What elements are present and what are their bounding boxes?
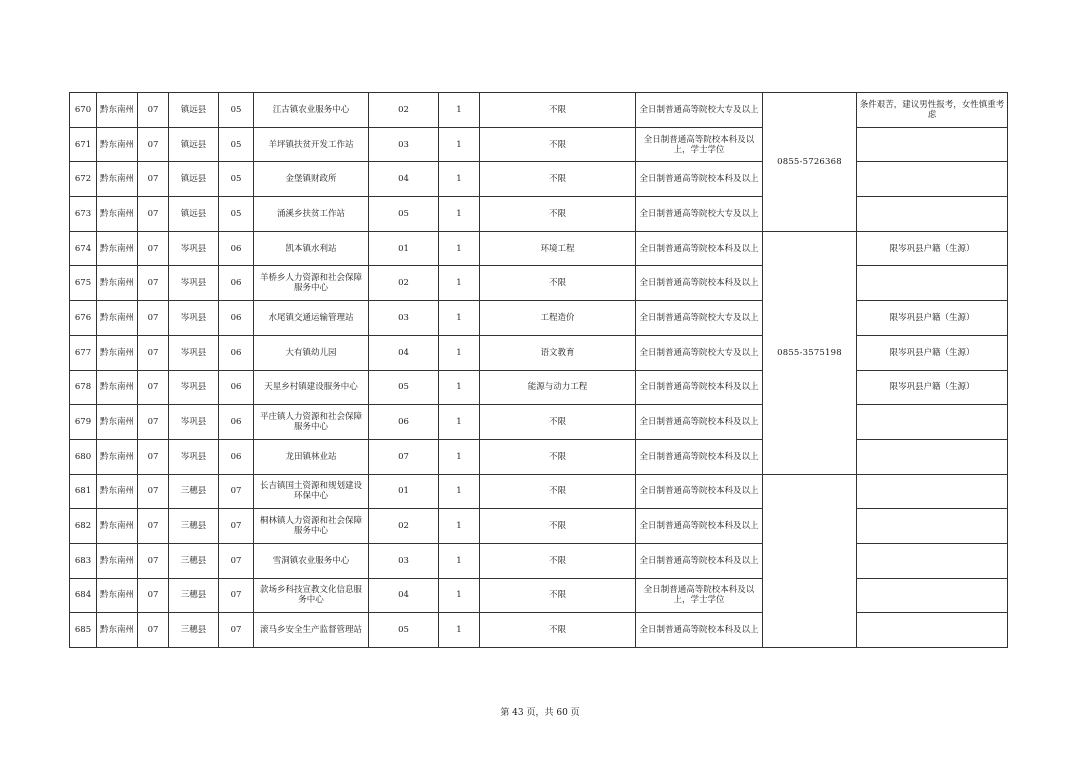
row-number: 670 — [70, 93, 97, 128]
county-cell: 镇远县 — [169, 127, 219, 162]
row-number: 679 — [70, 405, 97, 440]
post-code-cell: 04 — [369, 162, 439, 197]
row-number: 671 — [70, 127, 97, 162]
count-cell: 1 — [439, 127, 480, 162]
remark-row — [857, 335, 1008, 370]
count-cell: 1 — [439, 405, 480, 440]
remark-row — [857, 301, 1008, 336]
row-number: 677 — [70, 335, 97, 370]
major-cell: 不限 — [480, 127, 636, 162]
county-code-cell: 06 — [219, 231, 254, 266]
table-row — [70, 93, 857, 128]
education-cell: 全日制普通高等院校本科及以上 — [636, 162, 763, 197]
unit-cell: 江古镇农业服务中心 — [254, 93, 369, 128]
county-cell: 岑巩县 — [169, 439, 219, 474]
county-code-cell: 06 — [219, 405, 254, 440]
count-cell: 1 — [439, 231, 480, 266]
unit-cell: 平庄镇人力资源和社会保障服务中心 — [254, 405, 369, 440]
page-footer: 第 43 页，共 60 页 — [500, 708, 580, 718]
region-code-cell: 07 — [138, 405, 169, 440]
education-cell: 全日制普通高等院校本科及以上 — [636, 266, 763, 301]
remark-cell: 限岑巩县户籍（生源） — [857, 231, 1008, 266]
post-code-cell: 02 — [369, 266, 439, 301]
major-cell: 不限 — [480, 162, 636, 197]
count-cell: 1 — [439, 613, 480, 648]
county-cell: 镇远县 — [169, 162, 219, 197]
county-cell: 岑巩县 — [169, 405, 219, 440]
region-code-cell: 07 — [138, 370, 169, 405]
unit-cell: 滚马乡安全生产监督管理站 — [254, 613, 369, 648]
remark-row — [857, 93, 1008, 128]
unit-cell: 桐林镇人力资源和社会保障服务中心 — [254, 509, 369, 544]
remark-cell: 条件艰苦，建议男性报考，女性慎重考虑 — [857, 93, 1008, 128]
table-row — [70, 509, 857, 544]
post-code-cell: 03 — [369, 301, 439, 336]
post-code-cell: 02 — [369, 509, 439, 544]
table-row — [70, 613, 857, 648]
region-code-cell: 07 — [138, 335, 169, 370]
county-cell: 岑巩县 — [169, 335, 219, 370]
county-code-cell: 07 — [219, 509, 254, 544]
region-cell: 黔东南州 — [97, 613, 138, 648]
education-cell: 全日制普通高等院校大专及以上 — [636, 335, 763, 370]
remark-cell — [857, 509, 1008, 544]
unit-cell: 涌溪乡扶贫工作站 — [254, 197, 369, 232]
unit-cell: 金堡镇财政所 — [254, 162, 369, 197]
count-cell: 1 — [439, 335, 480, 370]
major-cell: 不限 — [480, 474, 636, 509]
post-code-cell: 02 — [369, 93, 439, 128]
table-row — [70, 543, 857, 578]
county-code-cell: 06 — [219, 301, 254, 336]
table-row — [70, 370, 857, 405]
row-number: 683 — [70, 543, 97, 578]
row-number: 675 — [70, 266, 97, 301]
table-row — [70, 439, 857, 474]
region-cell: 黔东南州 — [97, 231, 138, 266]
county-cell: 镇远县 — [169, 93, 219, 128]
region-code-cell: 07 — [138, 231, 169, 266]
row-number: 672 — [70, 162, 97, 197]
education-cell: 全日制普通高等院校大专及以上 — [636, 197, 763, 232]
region-cell: 黔东南州 — [97, 370, 138, 405]
post-code-cell: 07 — [369, 439, 439, 474]
education-cell: 全日制普通高等院校本科及以上 — [636, 474, 763, 509]
table-row — [70, 266, 857, 301]
county-cell: 镇远县 — [169, 197, 219, 232]
row-number: 673 — [70, 197, 97, 232]
remark-row — [857, 543, 1008, 578]
table-row — [70, 127, 857, 162]
county-code-cell: 06 — [219, 370, 254, 405]
county-code-cell: 05 — [219, 127, 254, 162]
unit-cell: 龙田镇林业站 — [254, 439, 369, 474]
remark-cell — [857, 613, 1008, 648]
unit-cell: 款场乡科技宣教文化信息服务中心 — [254, 578, 369, 613]
count-cell: 1 — [439, 370, 480, 405]
count-cell: 1 — [439, 474, 480, 509]
education-cell: 全日制普通高等院校本科及以上 — [636, 439, 763, 474]
row-number: 680 — [70, 439, 97, 474]
region-code-cell: 07 — [138, 439, 169, 474]
region-code-cell: 07 — [138, 197, 169, 232]
table-row — [70, 578, 857, 613]
major-cell: 不限 — [480, 405, 636, 440]
major-cell: 不限 — [480, 613, 636, 648]
table-row — [70, 231, 857, 266]
county-code-cell: 07 — [219, 474, 254, 509]
count-cell: 1 — [439, 162, 480, 197]
row-number: 676 — [70, 301, 97, 336]
major-cell: 能源与动力工程 — [480, 370, 636, 405]
count-cell: 1 — [439, 197, 480, 232]
post-code-cell: 01 — [369, 474, 439, 509]
region-cell: 黔东南州 — [97, 578, 138, 613]
remark-row — [857, 509, 1008, 544]
education-cell: 全日制普通高等院校本科及以上 — [636, 370, 763, 405]
region-code-cell: 07 — [138, 93, 169, 128]
major-cell: 不限 — [480, 439, 636, 474]
remark-cell — [857, 474, 1008, 509]
region-cell: 黔东南州 — [97, 197, 138, 232]
remark-row — [857, 162, 1008, 197]
county-cell: 三穗县 — [169, 543, 219, 578]
county-cell: 岑巩县 — [169, 301, 219, 336]
unit-cell: 雪洞镇农业服务中心 — [254, 543, 369, 578]
county-cell: 岑巩县 — [169, 231, 219, 266]
region-cell: 黔东南州 — [97, 543, 138, 578]
major-cell: 不限 — [480, 509, 636, 544]
row-number: 681 — [70, 474, 97, 509]
table-row — [70, 405, 857, 440]
unit-cell: 水尾镇交通运输管理站 — [254, 301, 369, 336]
unit-cell: 长吉镇国土资源和规划建设环保中心 — [254, 474, 369, 509]
region-cell: 黔东南州 — [97, 439, 138, 474]
major-cell: 环境工程 — [480, 231, 636, 266]
row-number: 678 — [70, 370, 97, 405]
region-code-cell: 07 — [138, 578, 169, 613]
unit-cell: 大有镇幼儿园 — [254, 335, 369, 370]
remark-cell — [857, 162, 1008, 197]
region-cell: 黔东南州 — [97, 474, 138, 509]
major-cell: 不限 — [480, 543, 636, 578]
county-cell: 三穗县 — [169, 509, 219, 544]
table-row — [70, 335, 857, 370]
row-number: 684 — [70, 578, 97, 613]
remark-row — [857, 197, 1008, 232]
remark-cell: 限岑巩县户籍（生源） — [857, 301, 1008, 336]
region-code-cell: 07 — [138, 509, 169, 544]
education-cell: 全日制普通高等院校本科及以上 — [636, 231, 763, 266]
major-cell: 不限 — [480, 266, 636, 301]
region-cell: 黔东南州 — [97, 335, 138, 370]
county-code-cell: 05 — [219, 93, 254, 128]
education-cell: 全日制普通高等院校本科及以上 — [636, 613, 763, 648]
region-code-cell: 07 — [138, 127, 169, 162]
post-code-cell: 05 — [369, 613, 439, 648]
post-code-cell: 03 — [369, 543, 439, 578]
county-code-cell: 06 — [219, 439, 254, 474]
county-code-cell: 05 — [219, 197, 254, 232]
county-code-cell: 05 — [219, 162, 254, 197]
education-cell: 全日制普通高等院校本科及以上，学士学位 — [636, 127, 763, 162]
contact-phone-cell: 0855-3575198 — [763, 231, 857, 474]
remark-cell — [857, 405, 1008, 440]
county-code-cell: 06 — [219, 266, 254, 301]
education-cell: 全日制普通高等院校本科及以上 — [636, 405, 763, 440]
region-cell: 黔东南州 — [97, 266, 138, 301]
region-code-cell: 07 — [138, 266, 169, 301]
remark-cell — [857, 543, 1008, 578]
remark-cell — [857, 439, 1008, 474]
contact-phone-cell: 0855-5726368 — [763, 93, 857, 232]
remark-cell — [857, 578, 1008, 613]
education-cell: 全日制普通高等院校本科及以上，学士学位 — [636, 578, 763, 613]
count-cell: 1 — [439, 578, 480, 613]
remark-row — [857, 231, 1008, 266]
county-code-cell: 07 — [219, 613, 254, 648]
remark-row — [857, 613, 1008, 648]
major-cell: 不限 — [480, 93, 636, 128]
unit-cell: 凯本镇水利站 — [254, 231, 369, 266]
post-code-cell: 05 — [369, 370, 439, 405]
table-row — [70, 197, 857, 232]
post-code-cell: 05 — [369, 197, 439, 232]
row-number: 682 — [70, 509, 97, 544]
county-code-cell: 06 — [219, 335, 254, 370]
major-cell: 不限 — [480, 578, 636, 613]
remark-cell — [857, 197, 1008, 232]
major-cell: 不限 — [480, 197, 636, 232]
education-cell: 全日制普通高等院校大专及以上 — [636, 301, 763, 336]
region-code-cell: 07 — [138, 162, 169, 197]
remark-row — [857, 370, 1008, 405]
unit-cell: 羊坪镇扶贫开发工作站 — [254, 127, 369, 162]
remarks-table — [856, 92, 1008, 648]
county-cell: 三穗县 — [169, 578, 219, 613]
region-code-cell: 07 — [138, 474, 169, 509]
county-cell: 岑巩县 — [169, 370, 219, 405]
count-cell: 1 — [439, 439, 480, 474]
remark-row — [857, 266, 1008, 301]
post-code-cell: 04 — [369, 335, 439, 370]
job-table — [69, 92, 857, 648]
contact-phone-cell — [763, 474, 857, 647]
region-cell: 黔东南州 — [97, 405, 138, 440]
post-code-cell: 01 — [369, 231, 439, 266]
post-code-cell: 03 — [369, 127, 439, 162]
count-cell: 1 — [439, 93, 480, 128]
count-cell: 1 — [439, 509, 480, 544]
region-cell: 黔东南州 — [97, 509, 138, 544]
region-cell: 黔东南州 — [97, 162, 138, 197]
education-cell: 全日制普通高等院校本科及以上 — [636, 509, 763, 544]
table-row — [70, 474, 857, 509]
remark-row — [857, 405, 1008, 440]
unit-cell: 羊桥乡人力资源和社会保障服务中心 — [254, 266, 369, 301]
remark-cell — [857, 127, 1008, 162]
count-cell: 1 — [439, 543, 480, 578]
region-code-cell: 07 — [138, 543, 169, 578]
remark-cell: 限岑巩县户籍（生源） — [857, 370, 1008, 405]
region-code-cell: 07 — [138, 613, 169, 648]
remark-row — [857, 578, 1008, 613]
post-code-cell: 04 — [369, 578, 439, 613]
remark-row — [857, 474, 1008, 509]
education-cell: 全日制普通高等院校大专及以上 — [636, 93, 763, 128]
remark-cell — [857, 266, 1008, 301]
county-cell: 三穗县 — [169, 474, 219, 509]
count-cell: 1 — [439, 301, 480, 336]
remark-cell: 限岑巩县户籍（生源） — [857, 335, 1008, 370]
education-cell: 全日制普通高等院校本科及以上 — [636, 543, 763, 578]
county-cell: 三穗县 — [169, 613, 219, 648]
table-row — [70, 301, 857, 336]
county-cell: 岑巩县 — [169, 266, 219, 301]
major-cell: 工程造价 — [480, 301, 636, 336]
unit-cell: 天星乡村镇建设服务中心 — [254, 370, 369, 405]
table-row — [70, 162, 857, 197]
region-cell: 黔东南州 — [97, 127, 138, 162]
county-code-cell: 07 — [219, 578, 254, 613]
remark-row — [857, 127, 1008, 162]
remark-row — [857, 439, 1008, 474]
major-cell: 语文教育 — [480, 335, 636, 370]
county-code-cell: 07 — [219, 543, 254, 578]
region-cell: 黔东南州 — [97, 93, 138, 128]
region-code-cell: 07 — [138, 301, 169, 336]
post-code-cell: 06 — [369, 405, 439, 440]
count-cell: 1 — [439, 266, 480, 301]
row-number: 685 — [70, 613, 97, 648]
region-cell: 黔东南州 — [97, 301, 138, 336]
row-number: 674 — [70, 231, 97, 266]
